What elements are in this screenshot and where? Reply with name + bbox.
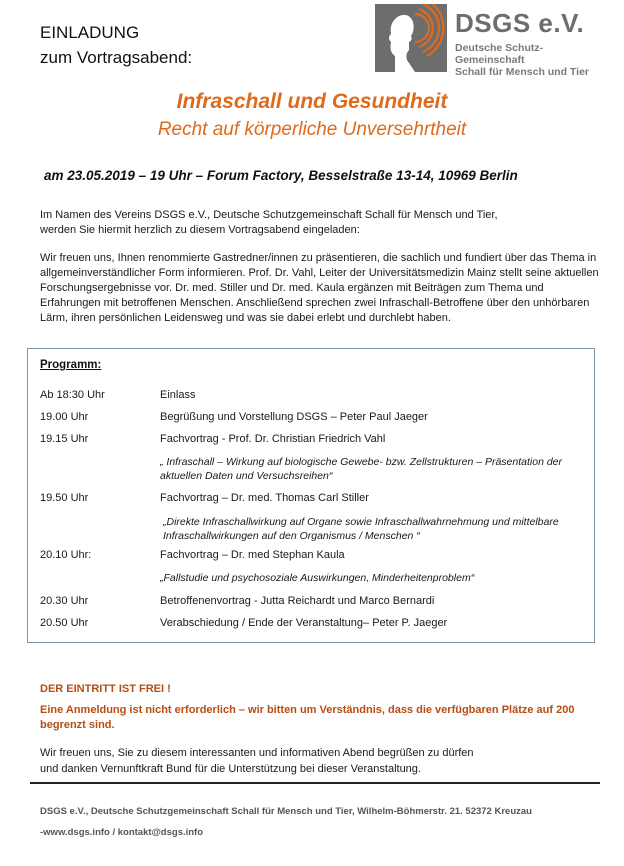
program-time: Ab 18:30 Uhr bbox=[40, 389, 105, 401]
program-talk-title-line-2: Infraschallwirkungen auf den Organismus / Menschen “ bbox=[163, 530, 420, 542]
registration-notice-line-2: begrenzt sind. bbox=[40, 719, 115, 731]
program-talk-title bbox=[160, 455, 585, 483]
footer-divider bbox=[30, 782, 600, 784]
program-item: Fachvortrag – Dr. med Stephan Kaula bbox=[160, 549, 345, 561]
program-time: 19.00 Uhr bbox=[40, 411, 89, 423]
logo-subtitle-line-2: Schall für Mensch und Tier bbox=[455, 66, 589, 78]
program-box bbox=[27, 348, 595, 643]
program-item: Verabschiedung / Ende der Veranstaltung– Peter P. Jaeger bbox=[160, 617, 448, 629]
logo-subtitle-line-1: Deutsche Schutz-Gemeinschaft bbox=[455, 42, 544, 66]
program-talk-title-line-2: aktuellen Daten und Versuchsreihen“ bbox=[160, 470, 333, 482]
closing-paragraph bbox=[40, 745, 600, 777]
footer-contact: -www.dsgs.info / kontakt@dsgs.info bbox=[40, 827, 204, 838]
description-line-1: Wir freuen uns, Ihnen renommierte Gastredner/innen zu präsentieren, die sachlich und fundiert über das Thema in bbox=[40, 252, 597, 264]
program-talk-title-line-1: „Direkte Infraschallwirkung auf Organe sowie Infraschallwahrnehmung und mittelbare bbox=[163, 516, 559, 528]
description-line-5: Lärm, ihren persönlichen Leidensweg und was sie dabei erlebt und durchlebt haben. bbox=[40, 312, 451, 324]
invitation-heading bbox=[40, 20, 192, 70]
intro-line-1: Im Namen des Vereins DSGS e.V., Deutsche Schutzgemeinschaft Schall für Mensch und Tier, bbox=[40, 209, 498, 221]
program-item: Begrüßung und Vorstellung DSGS – Peter Paul Jaeger bbox=[160, 411, 428, 423]
logo-subtitle bbox=[455, 42, 610, 78]
event-date-location: am 23.05.2019 – 19 Uhr – Forum Factory, Besselstraße 13-14, 10969 Berlin bbox=[44, 168, 518, 183]
program-time: 20.50 Uhr bbox=[40, 617, 89, 629]
program-item: Fachvortrag - Prof. Dr. Christian Friedrich Vahl bbox=[160, 433, 386, 445]
description-line-2: allgemeinverständlicher Form informieren. Prof. Dr. Vahl, Leiter der Universitätsmedizin Mainz stellt seine aktuellen bbox=[40, 267, 599, 279]
logo-title: DSGS e.V. bbox=[455, 8, 585, 38]
footer-address: DSGS e.V., Deutsche Schutzgemeinschaft Schall für Mensch und Tier, Wilhelm-Böhmerstr. 21. 52372 Kreuzau bbox=[40, 806, 532, 817]
free-admission-notice: DER EINTRITT IST FREI ! bbox=[40, 683, 171, 695]
program-item: Einlass bbox=[160, 389, 196, 401]
closing-line-1: Wir freuen uns, Sie zu diesem interessanten und informativen Abend begrüßen zu dürfen bbox=[40, 747, 474, 759]
registration-notice bbox=[40, 703, 600, 733]
program-item: Fachvortrag – Dr. med. Thomas Carl Stiller bbox=[160, 492, 369, 504]
registration-notice-line-1: Eine Anmeldung ist nicht erforderlich – wir bitten um Verständnis, dass die verfügbaren Plätze auf 200 bbox=[40, 704, 575, 716]
description-paragraph bbox=[40, 251, 600, 326]
invitation-line-1: EINLADUNG bbox=[40, 23, 140, 42]
program-time: 20.30 Uhr bbox=[40, 595, 89, 607]
dsgs-logo-mark-icon bbox=[375, 4, 447, 72]
event-title: Infraschall und Gesundheit bbox=[176, 90, 448, 113]
description-line-4: Erfahrungen mit betroffenen Menschen. Anschließend sprechen zwei Infraschall-Betroffene über den unhörbaren bbox=[40, 297, 590, 309]
intro-line-2: werden Sie hiermit herzlich zu diesem Vortragsabend eingeladen: bbox=[40, 224, 360, 236]
program-talk-title-line-1: „ Infraschall – Wirkung auf biologische Gewebe- bzw. Zellstrukturen – Präsentation der bbox=[160, 456, 563, 468]
dsgs-logo bbox=[375, 4, 610, 78]
intro-paragraph bbox=[40, 208, 600, 238]
program-talk-title bbox=[163, 515, 588, 543]
program-item: Betroffenenvortrag - Jutta Reichardt und Marco Bernardi bbox=[160, 595, 435, 607]
program-talk-title-line-1: „Fallstudie und psychosoziale Auswirkungen, Minderheitenproblem“ bbox=[160, 572, 475, 584]
program-heading: Programm: bbox=[40, 359, 102, 371]
description-line-3: Forschungsergebnisse vor. Dr. med. Stiller und Dr. med. Kaula ergänzen mit Beiträgen zum Thema und bbox=[40, 282, 544, 294]
program-time: 20.10 Uhr: bbox=[40, 549, 92, 561]
event-subtitle: Recht auf körperliche Unversehrtheit bbox=[157, 119, 467, 140]
invitation-line-2: zum Vortragsabend: bbox=[40, 48, 193, 67]
closing-line-2: und danken Vernunftkraft Bund für die Unterstützung bei dieser Veranstaltung. bbox=[40, 763, 421, 775]
program-time: 19.50 Uhr bbox=[40, 492, 89, 504]
program-talk-title bbox=[160, 571, 585, 585]
program-time: 19.15 Uhr bbox=[40, 433, 89, 445]
